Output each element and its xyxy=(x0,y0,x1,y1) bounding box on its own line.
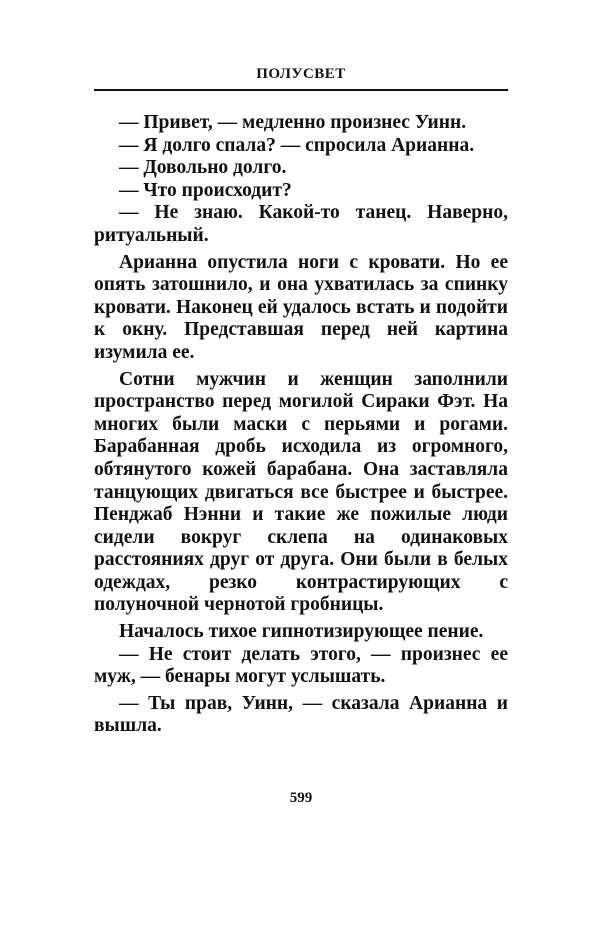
paragraph: — Что происходит? xyxy=(119,179,292,201)
paragraph: Арианна опустила ноги с кровати. Но ее опять затошнило, и она ухватилась за спинку кровати. Наконец ей удалось встать и подойти к окну. Представшая перед ней картина изумила ее. xyxy=(94,251,508,363)
paragraph: — Не знаю. Какой-то танец. Наверно, ритуальный. xyxy=(94,202,508,246)
paragraph: — Ты прав, Уинн, — сказала Арианна и вышла. xyxy=(94,692,508,737)
paragraph: — Привет, — медленно произнес Уинн. xyxy=(119,112,467,133)
paragraph: Сотни мужчин и женщин заполнили пространство перед могилой Сираки Фэт. На многих были маски с перьями и рогами. Барабанная дробь исходила из огромного, обтянутого кожей барабана. Она заставляла танцующих двигаться все быстрее и быстрее. Пенджаб Нэнни и такие же пожилые люди сидели вокруг склепа на одинаковых расстояниях друг от друга. Они были в белых одеждах, резко контрастирующих с полуночной чернотой гробницы. xyxy=(94,368,508,616)
running-title: ПОЛУСВЕТ xyxy=(256,66,346,82)
paragraph: — Я долго спала? — спросила Арианна. xyxy=(119,134,475,156)
paragraph: — Довольно долго. xyxy=(119,157,287,179)
page-number: 599 xyxy=(289,790,313,806)
header-rule xyxy=(94,89,508,91)
paragraph: Началось тихое гипнотизирующее пение. xyxy=(119,621,484,643)
paragraph: — Не стоит делать этого, — произнес ее муж, — бенары могут услышать. xyxy=(94,643,508,688)
page-body xyxy=(94,112,508,738)
